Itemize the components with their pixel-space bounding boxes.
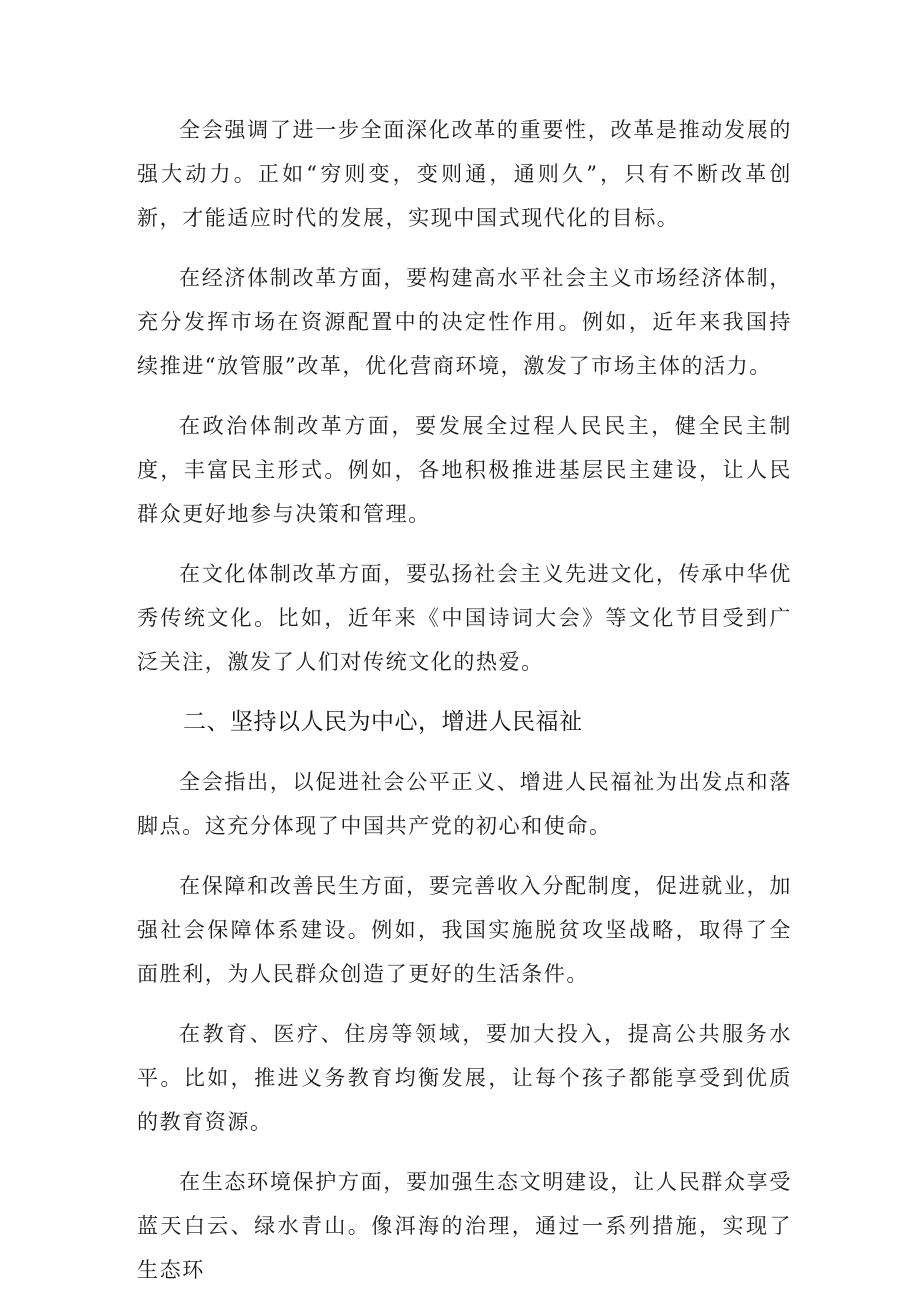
- paragraph-reform-importance: 全会强调了进一步全面深化改革的重要性，改革是推动发展的强大动力。正如“穷则变，变则通，通则久”，只有不断改革创新，才能适应时代的发展，实现中国式现代化的目标。: [137, 118, 792, 230]
- section-heading: 二、坚持以人民为中心，增进人民福祉: [183, 709, 583, 735]
- paragraph-public-services: 在教育、医疗、住房等领域，要加大投入，提高公共服务水平。比如，推进义务教育均衡发展，让每个孩子都能享受到优质的教育资源。: [137, 1022, 792, 1134]
- paragraph-ecology: 在生态环境保护方面，要加强生态文明建设，让人民群众享受蓝天白云、绿水青山。像洱海的治理，通过一系列措施，实现了生态环: [137, 1170, 792, 1282]
- paragraph-livelihood: 在保障和改善民生方面，要完善收入分配制度，促进就业，加强社会保障体系建设。例如，我国实施脱贫攻坚战略，取得了全面胜利，为人民群众创造了更好的生活条件。: [137, 874, 792, 986]
- paragraph-political-reform: 在政治体制改革方面，要发展全过程人民民主，健全民主制度，丰富民主形式。例如，各地积极推进基层民主建设，让人民群众更好地参与决策和管理。: [137, 414, 792, 526]
- document-body: [137, 108, 792, 1308]
- paragraph-cultural-reform: 在文化体制改革方面，要弘扬社会主义先进文化，传承中华优秀传统文化。比如，近年来《中国诗词大会》等文化节目受到广泛关注，激发了人们对传统文化的热爱。: [137, 562, 792, 674]
- paragraph-people-wellbeing: 全会指出，以促进社会公平正义、增进人民福祉为出发点和落脚点。这充分体现了中国共产党的初心和使命。: [137, 770, 792, 838]
- paragraph-economic-reform: 在经济体制改革方面，要构建高水平社会主义市场经济体制，充分发挥市场在资源配置中的决定性作用。例如，近年来我国持续推进“放管服”改革，优化营商环境，激发了市场主体的活力。: [137, 266, 792, 378]
